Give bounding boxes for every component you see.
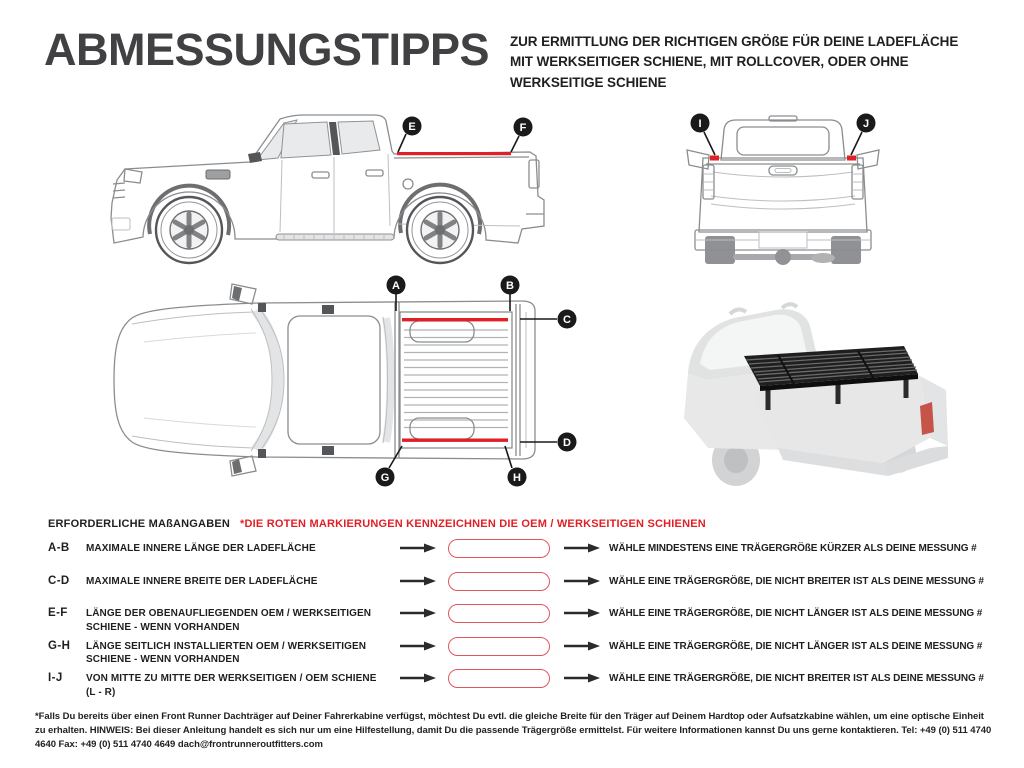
svg-text:J: J bbox=[862, 118, 870, 130]
marker-c bbox=[558, 310, 577, 329]
marker-g bbox=[376, 468, 395, 487]
measurement-row-a-b bbox=[48, 541, 1010, 574]
row-description: MAXIMALE INNERE LÄNGE DER LADEFLÄCHE bbox=[86, 543, 316, 554]
marker-a bbox=[387, 276, 406, 295]
row-instruction: WÄHLE EINE TRÄGERGRÖßE, DIE NICHT LÄNGER IST ALS DEINE MESSUNG # bbox=[609, 608, 983, 619]
measurement-input-e-f[interactable] bbox=[448, 604, 550, 623]
measurement-row-e-f bbox=[48, 606, 1010, 639]
arrow-icon bbox=[400, 608, 436, 618]
oem-rail-highlight-side bbox=[397, 152, 511, 155]
measurement-input-g-h[interactable] bbox=[448, 637, 550, 656]
truck-top-view-illustration bbox=[108, 272, 596, 497]
row-description: VON MITTE ZU MITTE DER WERKSEITIGEN / OEM SCHIENE (L - R) bbox=[86, 673, 377, 698]
row-instruction: WÄHLE EINE TRÄGERGRÖßE, DIE NICHT BREITER IST ALS DEINE MESSUNG # bbox=[609, 673, 984, 684]
measurement-row-i-j bbox=[48, 671, 1010, 704]
arrow-icon bbox=[400, 576, 436, 586]
row-description: MAXIMALE INNERE BREITE DER LADEFLÄCHE bbox=[86, 575, 318, 587]
row-description: LÄNGE SEITLICH INSTALLIERTEN OEM / WERKSEITIGEN SCHIENE - WENN VORHANDEN bbox=[86, 640, 367, 665]
page-title: ABMESSUNGSTIPPS bbox=[44, 24, 490, 75]
red-markings-note: *DIE ROTEN MARKIERUNGEN KENNZEICHNEN DIE OEM / WERKSEITIGEN SCHIENEN bbox=[240, 518, 706, 530]
marker-i bbox=[691, 114, 710, 133]
arrow-icon bbox=[400, 673, 436, 683]
svg-text:E: E bbox=[408, 121, 416, 133]
row-key: I-J bbox=[48, 672, 63, 684]
svg-text:G: G bbox=[380, 472, 390, 484]
svg-text:C: C bbox=[563, 314, 571, 326]
measurement-input-c-d[interactable] bbox=[448, 572, 550, 591]
svg-text:I: I bbox=[698, 118, 702, 130]
marker-f bbox=[514, 118, 533, 137]
arrow-icon bbox=[564, 608, 600, 618]
arrow-icon bbox=[400, 641, 436, 651]
measurements-section bbox=[48, 518, 1010, 704]
marker-j bbox=[857, 114, 876, 133]
truck-rear-view-illustration bbox=[683, 108, 883, 266]
arrow-icon bbox=[564, 641, 600, 651]
row-key: E-F bbox=[48, 607, 68, 619]
svg-text:A: A bbox=[392, 280, 400, 292]
marker-e bbox=[403, 117, 422, 136]
marker-b bbox=[501, 276, 520, 295]
front-wheel bbox=[156, 197, 222, 263]
measurement-row-g-h bbox=[48, 639, 1010, 672]
oem-rail-highlight-top-right bbox=[402, 439, 508, 442]
measurements-heading: ERFORDERLICHE MAßANGABEN bbox=[48, 518, 231, 530]
row-instruction: WÄHLE EINE TRÄGERGRÖßE, DIE NICHT LÄNGER IST ALS DEINE MESSUNG # bbox=[609, 640, 983, 652]
marker-d bbox=[558, 433, 577, 452]
measurement-input-a-b[interactable] bbox=[448, 539, 550, 558]
row-instruction: WÄHLE EINE TRÄGERGRÖßE, DIE NICHT BREITER IST ALS DEINE MESSUNG # bbox=[609, 575, 984, 587]
row-key: C-D bbox=[48, 574, 70, 587]
truck-side-view-illustration bbox=[98, 106, 563, 268]
marker-h bbox=[508, 468, 527, 487]
row-key: A-B bbox=[48, 542, 70, 554]
truck-rack-photo-illustration bbox=[648, 298, 983, 503]
svg-text:F: F bbox=[519, 122, 527, 134]
row-instruction: WÄHLE MINDESTENS EINE TRÄGERGRÖßE KÜRZER ALS DEINE MESSUNG # bbox=[609, 543, 977, 554]
arrow-icon bbox=[564, 673, 600, 683]
arrow-icon bbox=[564, 543, 600, 553]
svg-text:B: B bbox=[506, 280, 514, 292]
oem-rail-mark-left bbox=[710, 156, 719, 161]
footer-disclaimer: *Falls Du bereits über einen Front Runner Dachträger auf Deiner Fahrerkabine verfügst, möchtest Du evtl. die gleiche Breite für den Träger auf Deinem Hardtop oder Aufsatzkabine wählen, um eine optische Einheit zu erhalten. HINWEIS: Bei dieser Anleitung handelt es sich nur um eine Hilfestellung, damit Du die passende Trägergröße ermittelst. Für weitere Informationen kannst Du uns gerne kontaktieren. Tel: +49 (0) 511 4740 4640 Fax: +49 (0) 511 4740 4649 dach@frontrunneroutfitters.com bbox=[35, 711, 992, 750]
measurement-row-c-d bbox=[48, 574, 1010, 607]
rear-wheel bbox=[407, 197, 473, 263]
taillight bbox=[920, 402, 934, 435]
row-description: LÄNGE DER OBENAUFLIEGENDEN OEM / WERKSEITIGEN SCHIENE - WENN VORHANDEN bbox=[86, 608, 372, 633]
arrow-icon bbox=[400, 543, 436, 553]
svg-text:H: H bbox=[513, 472, 521, 484]
oem-rail-mark-right bbox=[847, 156, 856, 161]
arrow-icon bbox=[564, 576, 600, 586]
page-subtitle: ZUR ERMITTLUNG DER RICHTIGEN GRÖßE FÜR DEINE LADEFLÄCHE MIT WERKSEITIGER SCHIENE, MIT ROLLCOVER, ODER OHNE WERKSEITIGE SCHIENE bbox=[510, 34, 959, 90]
oem-rail-highlight-top-left bbox=[402, 318, 508, 321]
row-key: G-H bbox=[48, 639, 71, 652]
measurement-input-i-j[interactable] bbox=[448, 669, 550, 688]
svg-text:D: D bbox=[563, 437, 571, 449]
